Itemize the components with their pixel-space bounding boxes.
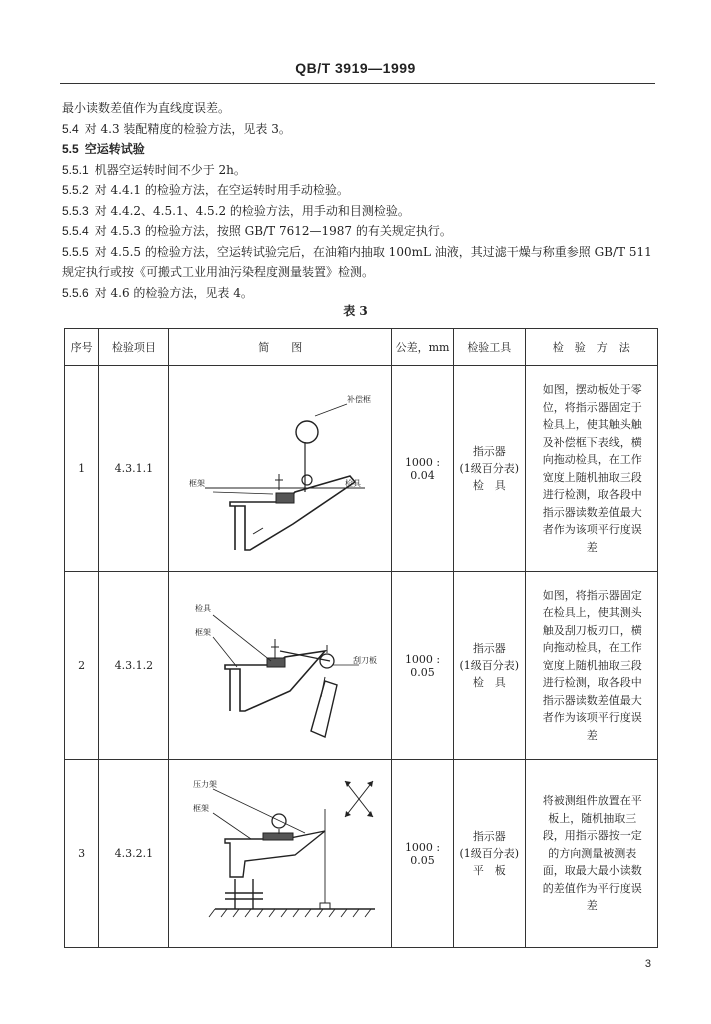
clause-5-5-3: 5.5.3 对 4.4.2、4.5.1、4.5.2 的检验方法，用手动和目测检验。: [62, 203, 410, 218]
table-title: 表 3: [343, 304, 368, 318]
figure-1-diagram: [175, 384, 385, 554]
clause-5-5: 5.5 空运转试验: [62, 142, 145, 156]
figure-1-label-c: 检具: [345, 478, 362, 488]
cell-item: 4.3.2.1: [99, 760, 169, 948]
table-row: [65, 760, 658, 948]
clause-5-5-5: 5.5.5 对 4.5.5 的检验方法，空运转试验完后，在油箱内抽取 100mL 油液，其过滤干燥与称重参照 GB/T 511 规定执行或按《可搬式工业用油污染程度测量装置》检测。: [62, 244, 652, 279]
cell-method: 如图，摆动板处于零位，将指示器固定于检具上，使其触头触及补偿框下表线，横向拖动检具，在工作宽度上随机抽取三段进行检测，取各段中指示器读数差值最大者作为该项平行度误差: [525, 366, 657, 572]
cell-seq: 3: [65, 760, 99, 948]
figure-2-label-c: 刮刀板: [353, 655, 378, 665]
header-tool: 检验工具: [454, 329, 526, 366]
cell-tolerance: 1000 : 0.04: [392, 366, 454, 572]
clause-5-5-4: 5.5.4 对 4.5.3 的检验方法，按照 GB/T 7612—1987 的有关规定执行。: [62, 224, 452, 238]
cell-method: 如图，将指示器固定在检具上，使其测头触及刮刀板刃口，横向拖动检具，在工作宽度上随机抽取三段进行检测，取各段中指示器读数差值最大者作为该项平行度误差: [525, 572, 657, 760]
cell-tolerance: 1000 : 0.05: [392, 572, 454, 760]
body-text: [62, 98, 662, 303]
figure-1-label-b: 框架: [189, 478, 206, 488]
cell-seq: 1: [65, 366, 99, 572]
header-method: 检 验 方 法: [525, 329, 657, 366]
table-row: [65, 366, 658, 572]
page-number: 3: [644, 958, 651, 970]
header-tolerance: 公差，mm: [392, 329, 454, 366]
cell-figure: [169, 572, 392, 760]
inspection-table: [64, 328, 658, 948]
figure-3-diagram: [175, 769, 385, 939]
figure-2-diagram: [175, 581, 385, 751]
standard-header: QB/T 3919—1999: [295, 60, 416, 76]
figure-3-label-a: 压力架: [193, 779, 218, 789]
cell-tolerance: 1000 : 0.05: [392, 760, 454, 948]
figure-1-label-a: 补偿框: [347, 394, 372, 404]
figure-3-label-b: 框架: [193, 803, 210, 813]
cell-tool: 指示器 (1级百分表) 平 板: [454, 760, 526, 948]
cell-figure: [169, 760, 392, 948]
cell-figure: [169, 366, 392, 572]
cell-tool: 指示器 (1级百分表) 检 具: [454, 366, 526, 572]
clause-5-5-6: 5.5.6 对 4.6 的检验方法，见表 4。: [62, 285, 253, 300]
cell-tool: 指示器 (1级百分表) 检 具: [454, 572, 526, 760]
clause-5-5-2: 5.5.2 对 4.4.1 的检验方法，在空运转时用手动检验。: [62, 183, 349, 197]
text-line-0: 最小读数差值作为直线度误差。: [62, 101, 231, 115]
cell-item: 4.3.1.1: [99, 366, 169, 572]
table-row: [65, 572, 658, 760]
clause-5-5-1: 5.5.1 机器空运转时间不少于 2h。: [62, 162, 246, 177]
header-seq: 序号: [65, 329, 99, 366]
table-header-row: [65, 329, 658, 366]
header-item: 检验项目: [99, 329, 169, 366]
cell-seq: 2: [65, 572, 99, 760]
clause-5-4: 5.4 对 4.3 装配精度的检验方法，见表 3。: [62, 121, 291, 136]
figure-2-label-b: 框架: [195, 627, 212, 637]
cell-item: 4.3.1.2: [99, 572, 169, 760]
cell-method: 将被测组件放置在平板上，随机抽取三段，用指示器按一定的方向测量被测表面，取最大最小读数的差值作为平行度误差: [525, 760, 657, 948]
figure-2-label-a: 检具: [195, 603, 212, 613]
header-rule: [60, 83, 655, 84]
header-figure: 简 图: [169, 329, 392, 366]
